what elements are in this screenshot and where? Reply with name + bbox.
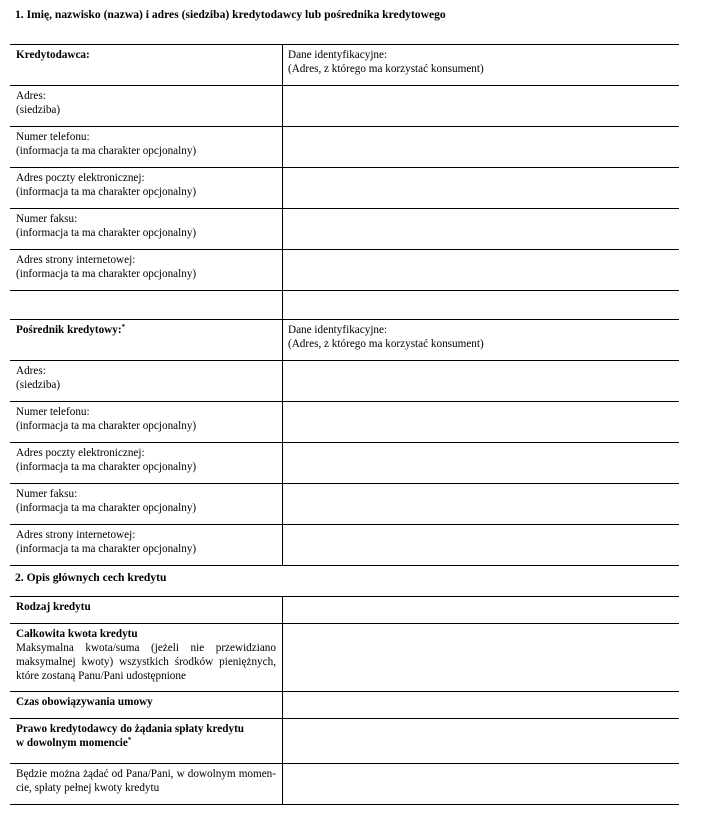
row-note: (informacja ta ma charakter opcjonalny)	[16, 186, 197, 198]
lender-id-sub: (Adres, z którego ma korzystać konsument)	[288, 63, 484, 75]
row-note: (informacja ta ma charakter opcjonalny)	[16, 227, 197, 239]
row-label: Numer faksu:	[16, 488, 78, 500]
footnote-mark: *	[127, 736, 132, 744]
row-label: Numer telefonu:	[16, 406, 90, 418]
table-row	[10, 763, 679, 805]
lender-id-cell	[283, 45, 679, 85]
intermediary-id-label: Dane identyfikacyjne:	[288, 324, 388, 336]
lender-label: Kredytodawca:	[10, 45, 283, 85]
lender-table	[10, 44, 679, 566]
intermediary-header-row	[10, 319, 679, 360]
value-cell[interactable]	[283, 209, 679, 249]
footnote-mark: *	[121, 323, 126, 331]
row-note: (informacja ta ma charakter opcjonalny)	[16, 461, 197, 473]
row-label: Adres:	[16, 365, 46, 377]
section-2-heading: 2. Opis głównych cech kredytu	[15, 571, 167, 584]
value-cell[interactable]	[283, 168, 679, 208]
table-row	[10, 524, 679, 566]
row-label: Numer faksu:	[16, 213, 78, 225]
row-label: Numer telefonu:	[16, 131, 90, 143]
duration-label: Czas obowiązywania umowy	[10, 692, 283, 718]
row-note: (informacja ta ma charakter opcjonalny)	[16, 268, 197, 280]
total-amount-label: Całkowita kwota kredytu	[16, 628, 138, 640]
row-label: Adres strony internetowej:	[16, 254, 136, 266]
table-row	[10, 401, 679, 442]
table-row	[10, 442, 679, 483]
value-cell[interactable]	[283, 484, 679, 524]
value-cell[interactable]	[283, 719, 679, 763]
table-row	[10, 483, 679, 524]
table-row	[10, 85, 679, 126]
table-row	[10, 623, 679, 691]
row-note: (informacja ta ma charakter opcjonalny)	[16, 502, 197, 514]
table-row	[10, 167, 679, 208]
row-note: (informacja ta ma charakter opcjonalny)	[16, 543, 197, 555]
total-amount-description: Maksymalna kwota/suma (jeżeli nie przewidziano maksymalnej kwoty) wszystkich środków pieniężnych, które zostaną Panu/Pani udostępnione	[16, 642, 276, 682]
table-row	[10, 691, 679, 718]
row-label: Adres strony internetowej:	[16, 529, 136, 541]
value-cell[interactable]	[283, 86, 679, 126]
value-cell[interactable]	[283, 402, 679, 442]
intermediary-label-cell	[10, 320, 283, 360]
value-cell[interactable]	[283, 443, 679, 483]
section-1-heading: 1. Imię, nazwisko (nazwa) i adres (siedziba) kredytodawcy lub pośrednika kredytowego	[15, 8, 446, 21]
table-row	[10, 249, 679, 290]
table-row	[10, 360, 679, 401]
value-cell[interactable]	[283, 597, 679, 623]
spacer-row	[10, 290, 679, 319]
value-cell[interactable]	[283, 624, 679, 691]
table-row	[10, 596, 679, 623]
value-cell[interactable]	[283, 692, 679, 718]
credit-type-label: Rodzaj kredytu	[10, 597, 283, 623]
intermediary-id-sub: (Adres, z którego ma korzystać konsument)	[288, 338, 484, 350]
credit-features-table	[10, 596, 679, 805]
value-cell[interactable]	[283, 361, 679, 401]
row-note: (informacja ta ma charakter opcjonalny)	[16, 145, 197, 157]
repayment-right-label-2: w dowolnym momencie	[16, 737, 128, 749]
value-cell[interactable]	[283, 764, 679, 804]
row-note: (siedziba)	[16, 379, 61, 391]
table-row	[10, 718, 679, 763]
intermediary-label: Pośrednik kredytowy:	[16, 324, 122, 336]
lender-header-row	[10, 44, 679, 85]
repayment-right-label: Prawo kredytodawcy do żądania spłaty kredytu	[16, 723, 245, 735]
table-row	[10, 126, 679, 167]
lender-id-label: Dane identyfikacyjne:	[288, 49, 388, 61]
value-cell[interactable]	[283, 291, 679, 319]
value-cell[interactable]	[283, 127, 679, 167]
row-note: (informacja ta ma charakter opcjonalny)	[16, 420, 197, 432]
repayment-demand-text: Będzie można żądać od Pana/Pani, w dowolnym momencie, spłaty pełnej kwoty kredytu	[10, 764, 283, 804]
intermediary-id-cell	[283, 320, 679, 360]
row-label: Adres poczty elektronicznej:	[16, 447, 145, 459]
value-cell[interactable]	[283, 525, 679, 565]
row-note: (siedziba)	[16, 104, 61, 116]
value-cell[interactable]	[283, 250, 679, 290]
row-label: Adres poczty elektronicznej:	[16, 172, 145, 184]
row-label: Adres:	[16, 90, 46, 102]
table-row	[10, 208, 679, 249]
